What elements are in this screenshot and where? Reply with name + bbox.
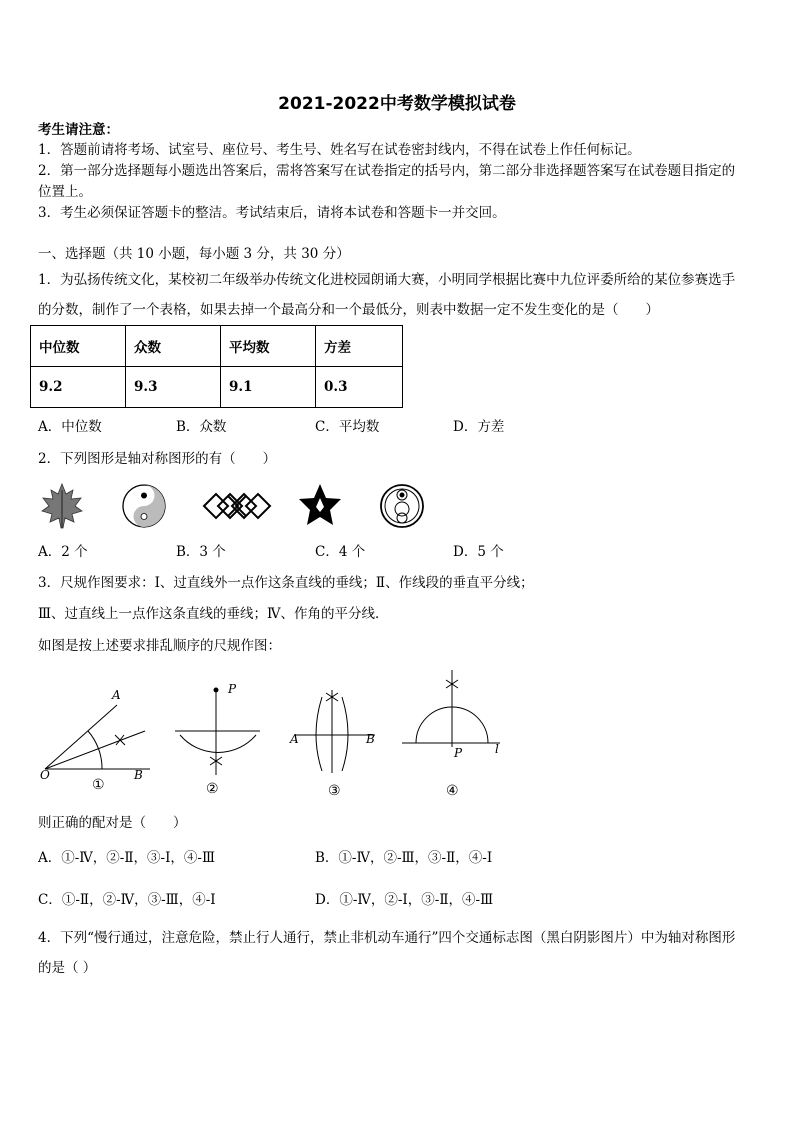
- figure-1-angle-bisector: [45, 705, 150, 769]
- knot-figure: [204, 494, 270, 518]
- table-cell: 9.1: [221, 367, 316, 408]
- question-1-line-1: 1．为弘扬传统文化，某校初二年级举办传统文化进校园朗诵大赛，小明同学根据比赛中九位评委所给的某位参赛选手: [38, 272, 736, 288]
- question-1-line-2: 的分数，制作了一个表格，如果去掉一个最高分和一个最低分，则表中数据一定不发生变化的是（ ）: [38, 302, 659, 318]
- table-cell: 0.3: [316, 367, 403, 408]
- fig1-number: ①: [92, 777, 105, 793]
- table-cell: 9.2: [31, 367, 126, 408]
- figure-2-perpendicular-from-point: [175, 688, 260, 775]
- table-header-cell: 平均数: [221, 326, 316, 367]
- table-cell: 9.3: [126, 367, 221, 408]
- q3-option-a: A．①-Ⅳ，②-Ⅱ，③-Ⅰ，④-Ⅲ: [38, 850, 216, 866]
- notice-item: 2．第一部分选择题每小题选出答案后，需将答案写在试卷指定的括号内，第二部分非选择题答案写在试卷题目指定的: [38, 163, 736, 179]
- figure-4-perpendicular-at-point: [402, 670, 500, 747]
- q2-option-b: B．3 个: [176, 544, 226, 560]
- fig3-label-b: B: [366, 732, 375, 746]
- statistics-table: [30, 325, 403, 408]
- fig4-label-l: l: [495, 742, 499, 756]
- q1-option-b: B．众数: [176, 419, 227, 435]
- q1-option-d: D．方差: [453, 419, 505, 435]
- fig3-label-a: A: [290, 732, 299, 746]
- table-header-cell: 众数: [126, 326, 221, 367]
- question-4-line-2: 的是（ ）: [38, 960, 97, 976]
- notice-item: 位置上。: [38, 184, 92, 200]
- page-title: 2021-2022中考数学模拟试卷: [278, 94, 516, 114]
- table-header-cell: 中位数: [31, 326, 126, 367]
- question-4-line-1: 4．下列“慢行通过，注意危险，禁止行人通行，禁止非机动车通行”四个交通标志图（黑白阴影图片）中为轴对称图形: [38, 930, 736, 946]
- q3-option-d: D．①-Ⅳ，②-Ⅰ，③-Ⅱ，④-Ⅲ: [315, 892, 494, 908]
- notice-item: 3．考生必须保证答题卡的整洁。考试结束后，请将本试卷和答题卡一并交回。: [38, 205, 506, 221]
- fig1-label-b: B: [134, 768, 143, 782]
- fig2-number: ②: [206, 781, 219, 797]
- q1-option-a: A．中位数: [38, 419, 102, 435]
- q3-option-b: B．①-Ⅳ，②-Ⅲ，③-Ⅱ，④-Ⅰ: [315, 850, 493, 866]
- q3-option-c: C．①-Ⅱ，②-Ⅳ，③-Ⅲ，④-Ⅰ: [38, 892, 216, 908]
- fig3-number: ③: [328, 783, 341, 799]
- question-3-line-3: 如图是按上述要求排乱顺序的尺规作图：: [38, 638, 281, 654]
- q2-option-c: C．4 个: [315, 544, 366, 560]
- table-header-row: [31, 326, 403, 367]
- question-2-stem: 2．下列图形是轴对称图形的有（ ）: [38, 451, 277, 467]
- table-header-cell: 方差: [316, 326, 403, 367]
- question-3-line-1: 3．尺规作图要求：Ⅰ、过直线外一点作这条直线的垂线；Ⅱ、作线段的垂直平分线；: [38, 575, 534, 591]
- question-3-ask: 则正确的配对是（ ）: [38, 815, 187, 831]
- q2-figures: [38, 480, 428, 532]
- question-3-line-2: Ⅲ、过直线上一点作这条直线的垂线；Ⅳ、作角的平分线．: [38, 606, 389, 622]
- section-heading: 一、选择题（共 10 小题，每小题 3 分，共 30 分）: [38, 246, 350, 262]
- figure-3-perpendicular-bisector: [295, 690, 375, 773]
- notice-item: 1．答题前请将考场、试室号、座位号、考生号、姓名写在试卷密封线内，不得在试卷上作任何标记。: [38, 142, 641, 158]
- q1-option-c: C．平均数: [315, 419, 380, 435]
- fig4-number: ④: [446, 783, 459, 799]
- fig1-label-o: O: [40, 768, 50, 782]
- maple-leaf-figure: [42, 484, 82, 528]
- q2-option-a: A．2 个: [38, 544, 88, 560]
- fig4-label-p: P: [454, 746, 463, 760]
- fig1-label-a: A: [112, 688, 121, 702]
- fig2-label-p: P: [228, 682, 237, 696]
- notice-heading: 考生请注意：: [38, 122, 119, 138]
- q3-figures: [30, 665, 510, 805]
- table-row: [31, 367, 403, 408]
- star-flower-figure: [299, 484, 341, 525]
- yin-yang-figure: [123, 485, 165, 527]
- q2-option-d: D．5 个: [453, 544, 504, 560]
- circle-pattern-figure: [381, 485, 423, 527]
